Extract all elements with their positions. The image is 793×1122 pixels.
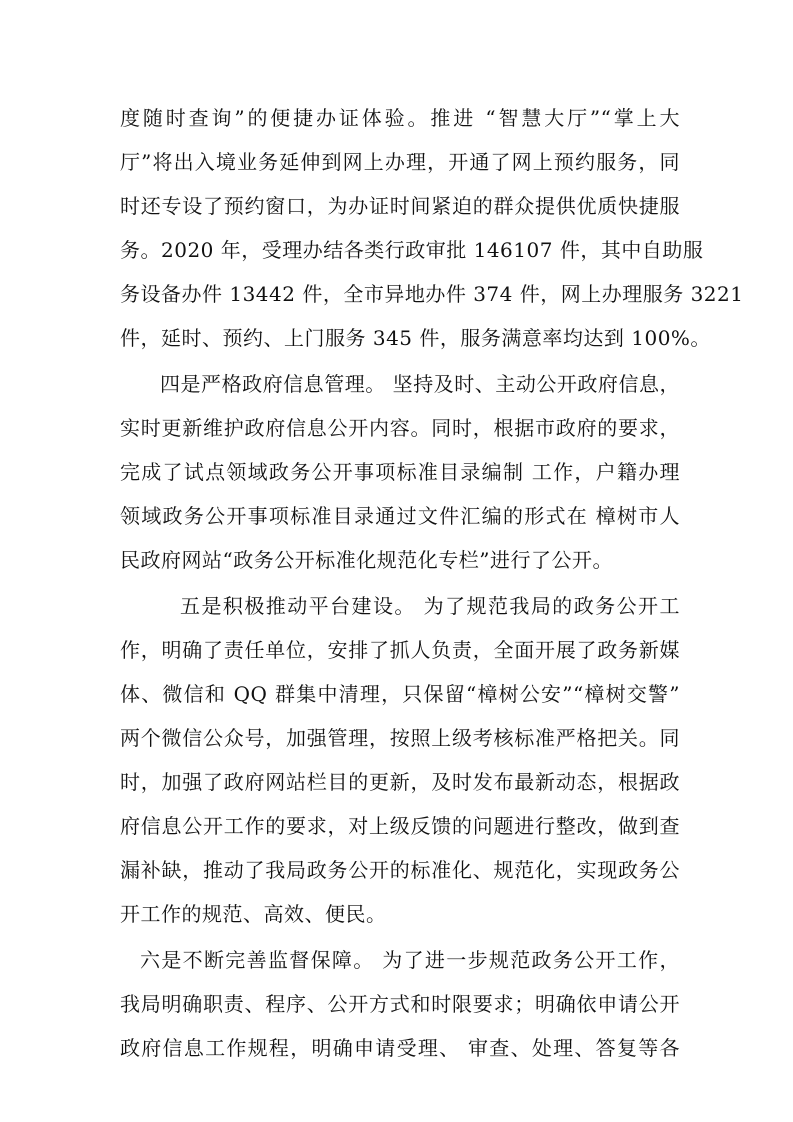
text-line: 漏补缺，推动了我局政务公开的标准化、规范化，实现政务公 bbox=[120, 858, 680, 882]
text-line: 政府信息工作规程，明确申请受理、 审查、处理、答复等各 bbox=[120, 1036, 680, 1060]
text-line: 完成了试点领域政务公开事项标准目录编制 工作，户籍办理 bbox=[120, 460, 680, 484]
text-line: 两个微信公众号，加强管理，按照上级考核标准严格把关。同 bbox=[120, 726, 680, 750]
text-line: 时，加强了政府网站栏目的更新，及时发布最新动态，根据政 bbox=[120, 770, 680, 794]
text-line: 时还专设了预约窗口，为办证时间紧迫的群众提供优质快捷服 bbox=[120, 194, 680, 218]
text-line: 作，明确了责任单位，安排了抓人负责，全面开展了政务新媒 bbox=[120, 638, 680, 662]
text-line: 民政府网站“政务公开标准化规范化专栏”进行了公开。 bbox=[120, 548, 613, 572]
text-line: 务设备办件 13442 件，全市异地办件 374 件，网上办理服务 3221 bbox=[120, 282, 744, 306]
text-line: 我局明确职责、程序、公开方式和时限要求；明确依申请公开 bbox=[120, 992, 680, 1016]
text-line: 开工作的规范、高效、便民。 bbox=[120, 902, 387, 926]
text-line: 厅”将出入境业务延伸到网上办理，开通了网上预约服务，同 bbox=[120, 150, 680, 174]
text-line: 体、微信和 QQ 群集中清理，只保留“樟树公安”“樟树交警” bbox=[120, 682, 680, 706]
text-line: 领域政务公开事项标准目录通过文件汇编的形式在 樟树市人 bbox=[120, 504, 680, 528]
paragraph-heading-line: 五是积极推动平台建设。 为了规范我局的政务公开工 bbox=[180, 594, 680, 618]
text-line: 度随时查询”的便捷办证体验。推进 “智慧大厅”“掌上大 bbox=[120, 106, 680, 130]
text-line: 件，延时、预约、上门服务 345 件，服务满意率均达到 100%。 bbox=[120, 326, 711, 350]
paragraph-heading-line: 四是严格政府信息管理。 坚持及时、主动公开政府信息， bbox=[160, 372, 680, 396]
text-line: 务。2020 年，受理办结各类行政审批 146107 件，其中自助服 bbox=[120, 238, 704, 262]
text-line: 实时更新维护政府信息公开内容。同时，根据市政府的要求， bbox=[120, 416, 680, 440]
paragraph-heading-line: 六是不断完善监督保障。 为了进一步规范政务公开工作， bbox=[140, 948, 680, 972]
text-line: 府信息公开工作的要求，对上级反馈的问题进行整改，做到查 bbox=[120, 814, 680, 838]
